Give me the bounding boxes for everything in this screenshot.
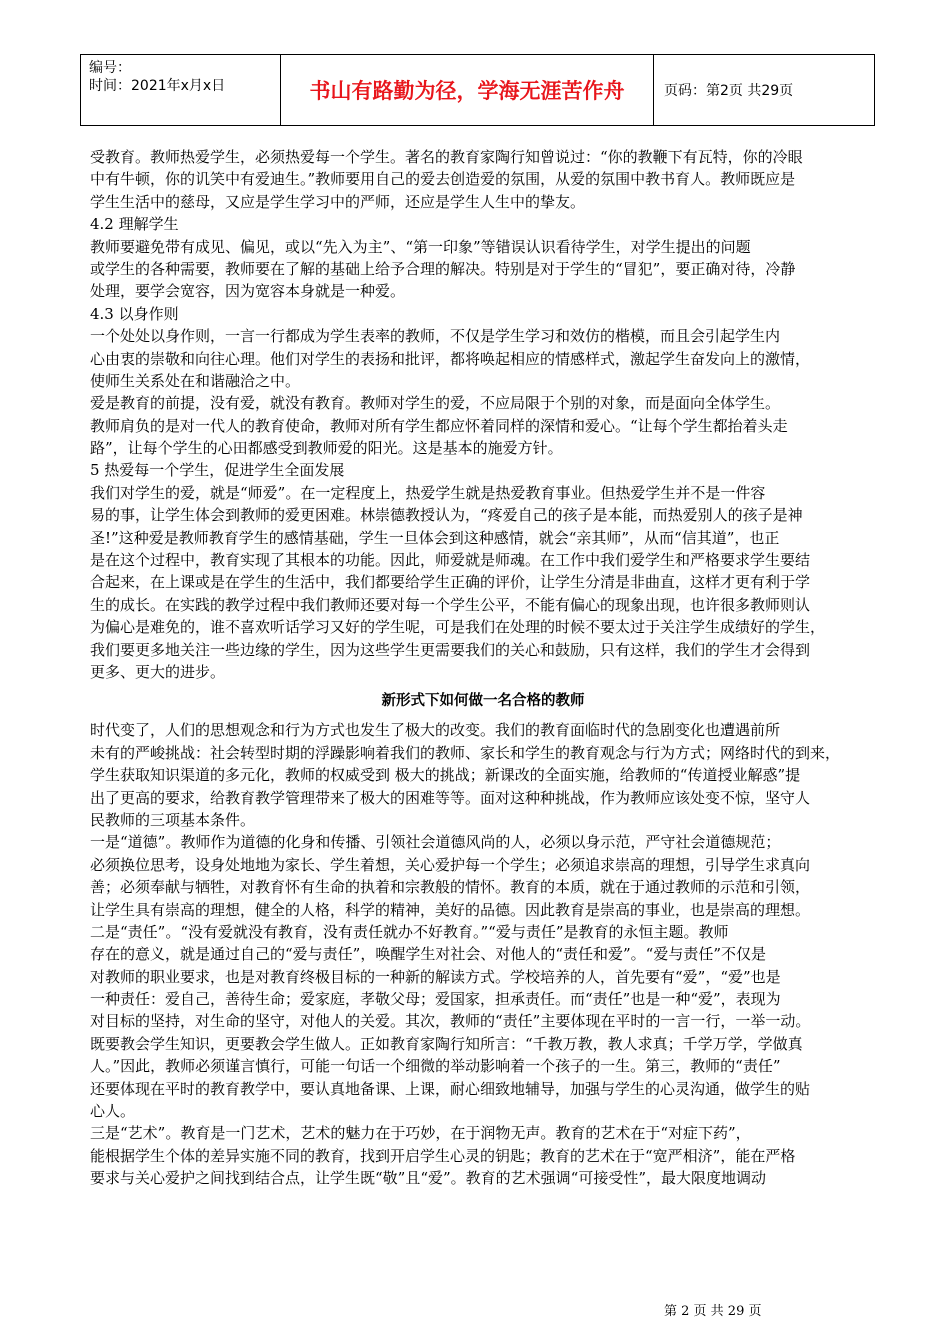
text-line: 对目标的坚持，对生命的坚守，对他人的关爱。其次，教师的“责任”主要体现在平时的一言一行，一举一动。: [90, 1012, 811, 1031]
text-line: 必须换位思考，设身处地地为家长、学生着想，关心爱护每一个学生；必须追求崇高的理想，引导学生求真向: [90, 855, 811, 874]
number-label: 编号：: [89, 60, 131, 76]
text-line: 时代变了，人们的思想观念和行为方式也发生了极大的改变。我们的教育面临时代的急剧变化也遭遇前所: [90, 721, 781, 740]
text-line: 圣!”这种爱是教师教育学生的感情基础，学生一旦体会到这种感情，就会“亲其师”，从而“信其道”，也正: [90, 528, 780, 547]
text-line: 心由衷的崇敬和向往心理。他们对学生的表扬和批评，都将唤起相应的情感样式，激起学生奋发向上的激情，: [90, 349, 811, 368]
text-line: 处理，要学会宽容，因为宽容本身就是一种爱。: [90, 282, 406, 301]
text-line: 未有的严峻挑战：社会转型时期的浮躁影响着我们的教师、家长和学生的教育观念与行为方式；网络时代的到来，: [90, 743, 841, 762]
text-line: 路”，让每个学生的心田都感受到教师爱的阳光。这是基本的施爱方针。: [90, 439, 563, 458]
text-block-1: [90, 146, 876, 683]
text-block-2: [90, 719, 876, 1189]
text-line: 善；必须奉献与牺牲，对教育怀有生命的执着和宗教般的情怀。教育的本质，就在于通过教师的示范和引领，: [90, 878, 811, 897]
text-line: 生的成长。在实践的教学过程中我们教师还要对每一个学生公平，不能有偏心的现象出现，也许很多教师则认: [90, 595, 811, 614]
text-line: 4.3 以身作则: [90, 304, 179, 323]
text-line: 合起来，在上课或是在学生的生活中，我们都要给学生正确的评价，让学生分清是非曲直，这样才更有利于学: [90, 573, 811, 592]
text-line: 让学生具有崇高的理想，健全的人格，科学的精神，美好的品德。因此教育是崇高的事业，也是崇高的理想。: [90, 900, 811, 919]
text-line: 5 热爱每一个学生，促进学生全面发展: [90, 461, 345, 480]
text-line: 人。”因此，教师必须谨言慎行，可能一句话一个细微的举动影响着一个孩子的一生。第三，教师的“责任”: [90, 1057, 781, 1076]
text-line: 心人。: [90, 1102, 136, 1121]
text-line: 更多、更大的进步。: [90, 662, 226, 681]
text-line: 三是“艺术”。教育是一门艺术，艺术的魅力在于巧妙，在于润物无声。教育的艺术在于“对症下药”，: [90, 1124, 751, 1143]
text-line: 二是“责任”。“没有爱就没有教育，没有责任就办不好教育。”“爱与责任”是教育的永恒主题。教师: [90, 922, 729, 941]
document-header: [80, 54, 875, 126]
text-line: 对教师的职业要求，也是对教育终极目标的一种新的解读方式。学校培养的人，首先要有“爱”，“爱”也是: [90, 967, 781, 986]
text-line: 能根据学生个体的差异实施不同的教育，找到开启学生心灵的钥匙；教育的艺术在于“宽严相济”，能在严格: [90, 1146, 796, 1165]
text-line: 4.2 理解学生: [90, 215, 179, 234]
text-line: 使师生关系处在和谐融洽之中。: [90, 371, 301, 390]
text-line: 出了更高的要求，给教育教学管理带来了极大的困难等等。面对这种种挑战，作为教师应该处变不惊，坚守人: [90, 788, 811, 807]
page-footer: 第 2 页 共 29 页: [664, 1304, 762, 1319]
text-line: 学生获取知识渠道的多元化，教师的权威受到 极大的挑战；新课改的全面实施，给教师的“传道授业解惑”提: [90, 766, 801, 785]
header-meta: [81, 55, 281, 125]
text-line: 为偏心是难免的，谁不喜欢听话学习又好的学生呢，可是我们在处理的时候不要太过于关注学生成绩好的学生，: [90, 618, 826, 637]
text-line: 受教育。教师热爱学生，必须热爱每一个学生。著名的教育家陶行知曾说过：“你的教鞭下有瓦特，你的冷眼: [90, 148, 803, 166]
section-title: 新形式下如何做一名合格的教师: [381, 693, 585, 710]
text-line: 民教师的三项基本条件。: [90, 810, 256, 829]
text-line: 我们要更多地关注一些边缘的学生，因为这些学生更需要我们的关心和鼓励，只有这样，我们的学生才会得到: [90, 640, 811, 659]
text-line: 既要教会学生知识，更要教会学生做人。正如教育家陶行知所言：“千教万教，教人求真；千学万学，学做真: [90, 1034, 803, 1053]
header-motto: 书山有路勤为径，学海无涯苦作舟: [281, 55, 654, 125]
text-line: 学生生活中的慈母，又应是学生学习中的严师，还应是学生人生中的挚友。: [90, 192, 586, 211]
text-line: 一是“道德”。教师作为道德的化身和传播、引领社会道德风尚的人，必须以身示范，严守社会道德规范；: [90, 833, 781, 852]
time-label: 时间：2021年x月x日: [89, 78, 226, 94]
text-line: 还要体现在平时的教育教学中，要认真地备课、上课，耐心细致地辅导，加强与学生的心灵沟通，做学生的贴: [90, 1079, 811, 1098]
text-line: 我们对学生的爱，就是“师爱”。在一定程度上，热爱学生就是热爱教育事业。但热爱学生并不是一件容: [90, 483, 766, 502]
document-body: [90, 146, 876, 1190]
text-line: 教师肩负的是对一代人的教育使命，教师对所有学生都应怀着同样的深情和爱心。“让每个学生都抬着头走: [90, 416, 788, 435]
text-line: 中有牛顿，你的讥笑中有爱迪生。”教师要用自己的爱去创造爱的氛围，从爱的氛围中教书育人。教师既应是: [90, 170, 796, 189]
text-line: 是在这个过程中，教育实现了其根本的功能。因此，师爱就是师魂。在工作中我们爱学生和严格要求学生要结: [90, 551, 811, 570]
header-page-info: 页码：第2页 共29页: [664, 83, 794, 99]
text-line: 一种责任：爱自己，善待生命；爱家庭，孝敬父母；爱国家，担承责任。而“责任”也是一种“爱”，表现为: [90, 990, 781, 1009]
text-line: 教师要避免带有成见、偏见，或以“先入为主”、“第一印象”等错误认识看待学生，对学生提出的问题: [90, 237, 751, 256]
text-line: 存在的意义，就是通过自己的“爱与责任”，唤醒学生对社会、对他人的“责任和爱”。“爱与责任”不仅是: [90, 945, 767, 964]
text-line: 易的事，让学生体会到教师的爱更困难。林崇德教授认为，“疼爱自己的孩子是本能，而热爱别人的孩子是神: [90, 506, 803, 525]
text-line: 要求与关心爱护之间找到结合点，让学生既“敬”且“爱”。教育的艺术强调“可接受性”，最大限度地调动: [90, 1169, 767, 1188]
text-line: 爱是教育的前提，没有爱，就没有教育。教师对学生的爱，不应局限于个别的对象，而是面向全体学生。: [90, 394, 781, 413]
text-line: 或学生的各种需要，教师要在了解的基础上给予合理的解决。特别是对于学生的“冒犯”，要正确对待，冷静: [90, 259, 796, 278]
text-line: 一个处处以身作则，一言一行都成为学生表率的教师，不仅是学生学习和效仿的楷模，而且会引起学生内: [90, 327, 781, 346]
